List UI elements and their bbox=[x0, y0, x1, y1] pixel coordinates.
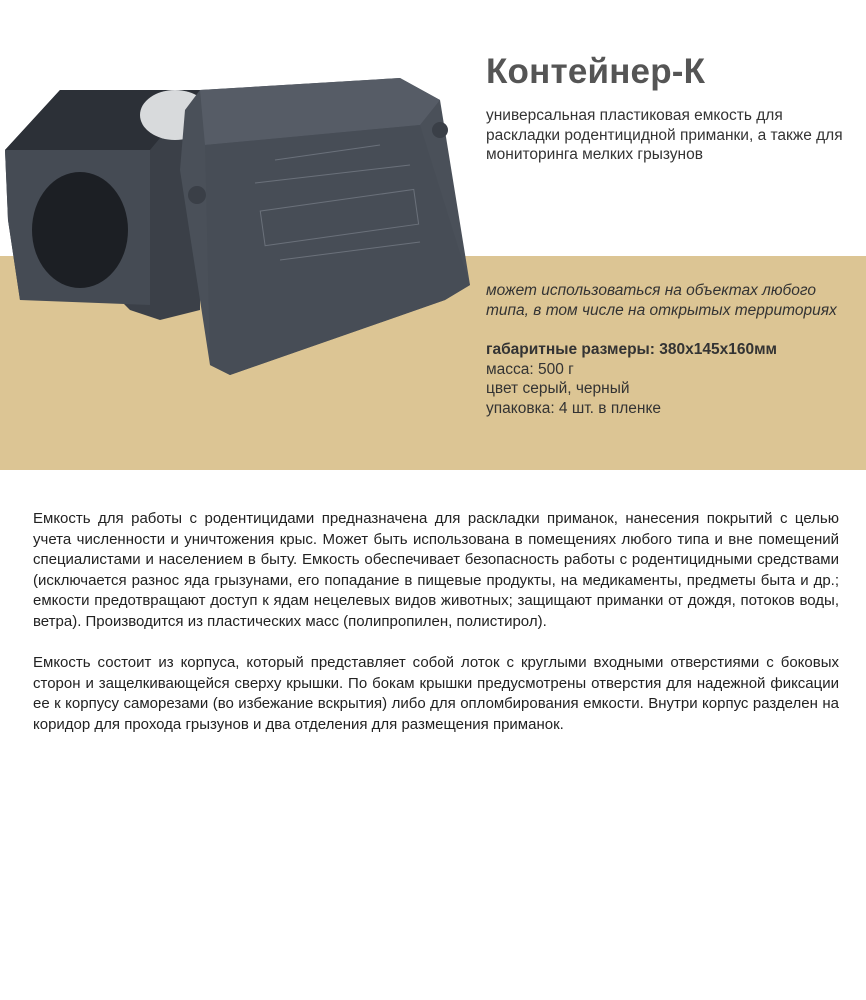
description-paragraph: Емкость для работы с родентицидами предназначена для раскладки приманок, нанесения покрытий с целью учета численности и уничтожения крыс. Может быть использована в помещениях любого типа и вне помещений специалистами и населением в быту. Емкость обеспечивает безопасность работы с родентицидными средствами (исключается разнос яда грызунами, его попадание в пищевые продукты, на медикаменты, предметы быта и др.; емкости предотвращают доступ к ядам нецелевых видов животных; защищают приманки от дождя, потоков воды, ветра). Производится из пластических масс (полипропилен, полистирол). bbox=[33, 510, 839, 630]
description bbox=[33, 509, 839, 756]
description-paragraph: Емкость состоит из корпуса, который представляет собой лоток с круглыми входными отверстиями с боковых сторон и защелкивающейся сверху крышки. По бокам крышки предусмотрены отверстия для надежной фиксации ее к корпусу саморезами (во избежание вскрытия) либо для опломбирования емкости. Внутри корпус разделен на коридор для прохода грызунов и два отделения для размещения приманок. bbox=[33, 654, 839, 733]
usage-note: может использоваться на объектах любого типа, в том числе на открытых территориях bbox=[486, 282, 837, 319]
color-spec: цвет серый, черный bbox=[486, 380, 630, 397]
product-image-container bbox=[0, 70, 480, 390]
product-subtitle: универсальная пластиковая емкость для раскладки родентицидной приманки, а также для мониторинга мелких грызунов bbox=[486, 107, 843, 163]
dimensions: габаритные размеры: 380х145х160мм bbox=[486, 341, 777, 358]
mass: масса: 500 г bbox=[486, 360, 574, 378]
page-title: Контейнер-К bbox=[486, 52, 706, 91]
packaging: упаковка: 4 шт. в пленке bbox=[486, 399, 662, 417]
feature-list bbox=[486, 281, 856, 418]
